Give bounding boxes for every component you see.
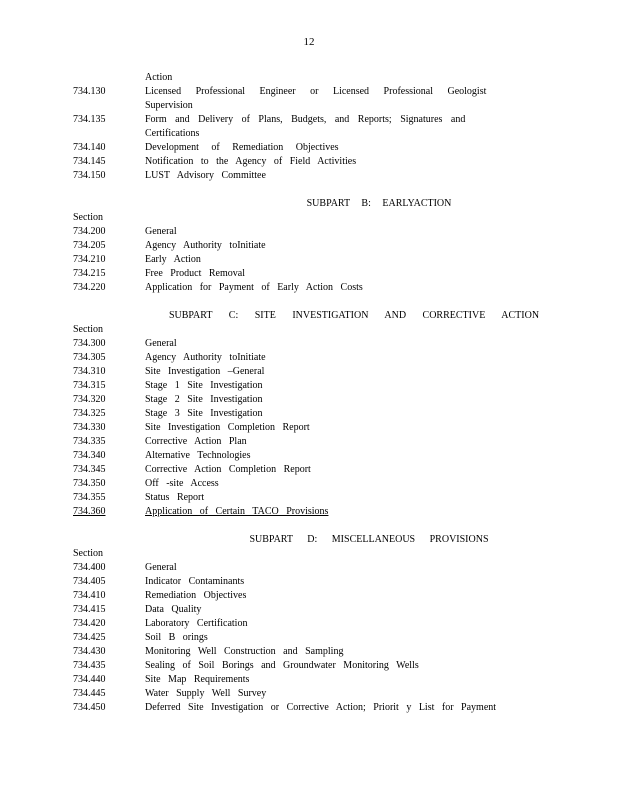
section-number: 734.410 [73, 590, 106, 601]
toc-row [0, 169, 618, 183]
toc-row [0, 379, 618, 393]
section-title: Site Investigation –General [145, 366, 265, 377]
section-number: 734.150 [73, 170, 106, 181]
section-number: 734.145 [73, 156, 106, 167]
section-title: Data Quality [145, 604, 202, 615]
section-title: Licensed Professional Engineer or Licensed Professional Geologist [145, 86, 487, 97]
toc-row [0, 337, 618, 351]
toc-row [0, 365, 618, 379]
section-title: Indicator Contaminants [145, 576, 245, 587]
section-number: 734.355 [73, 492, 106, 503]
section-title: Agency Authority toInitiate [145, 240, 266, 251]
section-title: Water Supply Well Survey [145, 688, 267, 699]
section-title: Corrective Action Completion Report [145, 464, 311, 475]
section-number: 734.325 [73, 408, 106, 419]
section-number: 734.400 [73, 562, 106, 573]
toc-row [0, 575, 618, 589]
section-number: 734.310 [73, 366, 106, 377]
toc-row [0, 85, 618, 99]
toc-row [0, 463, 618, 477]
toc-row [0, 491, 618, 505]
section-column-label: Section [73, 324, 103, 335]
section-title: Supervision [145, 100, 193, 111]
section-number: 734.300 [73, 338, 106, 349]
section-title: Sealing of Soil Borings and Groundwater Monitoring Wells [145, 660, 419, 671]
toc-row [0, 127, 618, 141]
section-title: Laboratory Certification [145, 618, 248, 629]
section-title: Off -site Access [145, 478, 219, 489]
section-title: Soil B orings [145, 632, 208, 643]
section-number: 734.220 [73, 282, 106, 293]
toc-row [0, 477, 618, 491]
toc-row [0, 435, 618, 449]
section-number: 734.210 [73, 254, 106, 265]
section-title: Corrective Action Plan [145, 436, 247, 447]
toc-row [0, 449, 618, 463]
section-number: 734.430 [73, 646, 106, 657]
section-title: General [145, 562, 177, 573]
toc-row [0, 239, 618, 253]
section-title: Agency Authority toInitiate [145, 352, 266, 363]
toc-row [0, 673, 618, 687]
section-number: 734.330 [73, 422, 106, 433]
section-title: Stage 2 Site Investigation [145, 394, 263, 405]
section-title: Action [145, 72, 173, 83]
section-title: Stage 3 Site Investigation [145, 408, 263, 419]
section-title: Free Product Removal [145, 268, 245, 279]
section-title: Application for Payment of Early Action Costs [145, 282, 363, 293]
page-number: 12 [303, 36, 315, 48]
toc-row [0, 141, 618, 155]
section-number: 734.360 [73, 506, 106, 517]
section-title: LUST Advisory Committee [145, 170, 266, 181]
section-title: General [145, 226, 177, 237]
section-title: Site Investigation Completion Report [145, 422, 310, 433]
toc-row [0, 155, 618, 169]
section-column-label: Section [73, 548, 103, 559]
section-number: 734.200 [73, 226, 106, 237]
toc-row [0, 645, 618, 659]
toc-row [0, 603, 618, 617]
section-title: Deferred Site Investigation or Corrective Action; Priorit y List for Payment [145, 702, 497, 713]
section-number: 734.205 [73, 240, 106, 251]
section-title: Form and Delivery of Plans, Budgets, and Reports; Signatures and [145, 114, 466, 125]
toc-row [0, 407, 618, 421]
toc-row [0, 351, 618, 365]
section-number: 734.450 [73, 702, 106, 713]
toc-row [0, 393, 618, 407]
toc-row [0, 617, 618, 631]
section-title: Notification to the Agency of Field Activities [145, 156, 357, 167]
section-title: Monitoring Well Construction and Sampling [145, 646, 344, 657]
section-number: 734.340 [73, 450, 106, 461]
toc-row [0, 267, 618, 281]
table-of-contents [0, 71, 618, 715]
toc-row [0, 659, 618, 673]
section-number: 734.315 [73, 380, 106, 391]
section-title: Remediation Objectives [145, 590, 247, 601]
subpart-b-heading: SUBPART B: EARLYACTION [306, 198, 452, 209]
subpart-d-heading: SUBPART D: MISCELLANEOUS PROVISIONS [249, 534, 489, 545]
section-title: Development of Remediation Objectives [145, 142, 339, 153]
section-number: 734.415 [73, 604, 106, 615]
toc-row [0, 99, 618, 113]
toc-row [0, 71, 618, 85]
section-number: 734.320 [73, 394, 106, 405]
toc-row [0, 631, 618, 645]
subpart-c-heading: SUBPART C: SITE INVESTIGATION AND CORRECTIVE ACTION [168, 310, 540, 321]
section-number: 734.135 [73, 114, 106, 125]
toc-row [0, 589, 618, 603]
toc-row [0, 687, 618, 701]
section-number: 734.445 [73, 688, 106, 699]
toc-row [0, 701, 618, 715]
toc-row [0, 505, 618, 519]
section-column-label: Section [73, 212, 103, 223]
section-title: Status Report [145, 492, 205, 503]
section-number: 734.425 [73, 632, 106, 643]
section-number: 734.140 [73, 142, 106, 153]
section-title: Early Action [145, 254, 201, 265]
toc-row [0, 253, 618, 267]
section-number: 734.130 [73, 86, 106, 97]
toc-row [0, 561, 618, 575]
toc-row [0, 421, 618, 435]
section-title: Site Map Requirements [145, 674, 250, 685]
section-title: Stage 1 Site Investigation [145, 380, 263, 391]
section-number: 734.350 [73, 478, 106, 489]
section-number: 734.405 [73, 576, 106, 587]
section-number: 734.215 [73, 268, 106, 279]
section-number: 734.440 [73, 674, 106, 685]
section-title: General [145, 338, 177, 349]
continued-entries [0, 71, 618, 183]
section-title: Alternative Technologies [145, 450, 251, 461]
section-number: 734.305 [73, 352, 106, 363]
section-number: 734.435 [73, 660, 106, 671]
section-number: 734.345 [73, 464, 106, 475]
section-title: Application of Certain TACO Provisions [145, 506, 329, 517]
section-number: 734.420 [73, 618, 106, 629]
toc-row [0, 225, 618, 239]
toc-row [0, 281, 618, 295]
section-number: 734.335 [73, 436, 106, 447]
section-title: Certifications [145, 128, 200, 139]
toc-row [0, 113, 618, 127]
